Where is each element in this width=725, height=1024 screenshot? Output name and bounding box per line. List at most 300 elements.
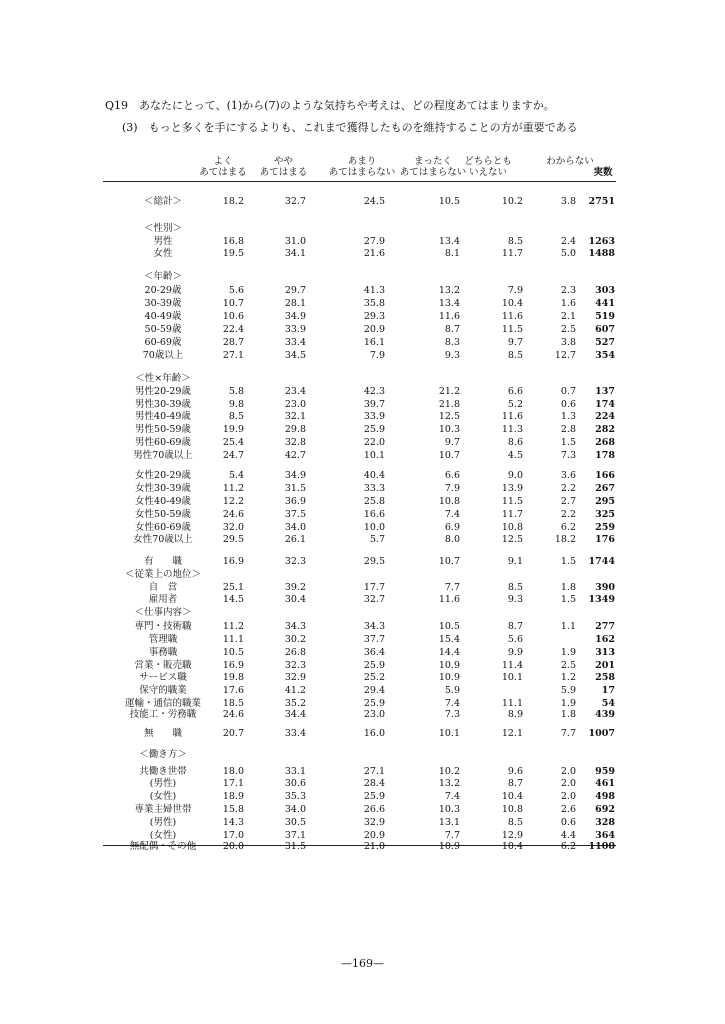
cell-count: 162	[595, 634, 615, 645]
cell-percent: 29.4	[363, 685, 385, 696]
row-label: 50-59歳	[144, 324, 182, 335]
cell-count: 1263	[588, 236, 615, 247]
table-row	[103, 449, 616, 462]
cell-percent: 41.2	[284, 685, 306, 696]
row-label: 保守的職業	[139, 685, 187, 696]
cell-percent: 20.9	[363, 830, 385, 841]
cell-percent: 24.6	[222, 509, 244, 520]
cell-count: 461	[595, 778, 615, 789]
cell-percent: 36.4	[363, 647, 385, 658]
cell-count: 224	[595, 411, 615, 422]
cell-count: 201	[595, 660, 615, 671]
cell-percent: 11.2	[222, 483, 244, 494]
table-row	[103, 385, 616, 398]
cell-percent: 34.0	[284, 522, 306, 533]
cell-percent: 33.9	[284, 324, 306, 335]
cell-percent: 19.5	[222, 248, 244, 259]
cell-percent: 41.3	[363, 285, 385, 296]
column-header-line2: あてはまらない	[399, 167, 467, 178]
row-label: 男性50-59歳	[135, 424, 191, 435]
table-row	[103, 790, 616, 803]
cell-percent: 2.0	[560, 766, 576, 777]
column-header-line1: まったく	[413, 156, 452, 167]
cell-percent: 12.9	[501, 830, 523, 841]
table-row	[103, 727, 616, 740]
row-label: 男性20-29歳	[135, 386, 191, 397]
cell-percent: 10.5	[438, 196, 460, 207]
table-row	[103, 593, 616, 606]
cell-percent: 20.7	[222, 728, 244, 739]
cell-percent: 2.7	[560, 496, 576, 507]
cell-percent: 9.1	[507, 556, 523, 567]
row-label: 営業・販売職	[134, 660, 192, 671]
column-header-line1: よく	[213, 156, 233, 167]
cell-percent: 26.8	[284, 647, 306, 658]
cell-percent: 27.1	[222, 350, 244, 361]
cell-percent: 42.3	[363, 386, 385, 397]
cell-count: 137	[595, 386, 615, 397]
cell-percent: 2.8	[560, 424, 576, 435]
cell-percent: 32.7	[284, 196, 306, 207]
row-label: ＜性別＞	[143, 223, 182, 234]
cell-count: 282	[595, 424, 615, 435]
cell-percent: 10.5	[222, 647, 244, 658]
cell-percent: 8.9	[507, 709, 523, 720]
cell-percent: 10.8	[438, 496, 460, 507]
table-row	[103, 195, 616, 208]
row-label: 女性	[153, 248, 173, 259]
row-label: ＜働き方＞	[139, 749, 187, 760]
row-label: 男性30-39歳	[135, 399, 191, 410]
cell-percent: 10.8	[501, 804, 523, 815]
cell-percent: 10.1	[363, 450, 385, 461]
cell-percent: 14.5	[222, 594, 244, 605]
cell-percent: 37.5	[284, 509, 306, 520]
cell-percent: 22.0	[363, 437, 385, 448]
table-row	[103, 633, 616, 646]
cell-percent: 7.3	[444, 709, 460, 720]
cell-percent: 34.9	[284, 311, 306, 322]
table-row	[103, 684, 616, 697]
cell-percent: 10.7	[438, 450, 460, 461]
cell-count: 441	[595, 298, 615, 309]
question-title: Q19 あなたにとって、(1)から(7)のような気持ちや考えは、どの程度あてはまりますか。	[105, 99, 555, 112]
cell-percent: 2.5	[560, 324, 576, 335]
cell-percent: 8.5	[507, 236, 523, 247]
cell-percent: 25.1	[222, 582, 244, 593]
cell-percent: 8.5	[228, 411, 244, 422]
cell-percent: 10.4	[501, 298, 523, 309]
cell-percent: 31.5	[284, 841, 306, 852]
cell-percent: 5.2	[507, 399, 523, 410]
row-label: 男性40-49歳	[135, 411, 191, 422]
cell-percent: 5.6	[507, 634, 523, 645]
cell-percent: 11.1	[501, 698, 523, 709]
row-label: 女性60-69歳	[135, 522, 191, 533]
cell-percent: 10.7	[438, 556, 460, 567]
cell-percent: 21.6	[363, 248, 385, 259]
cell-percent: 32.3	[284, 556, 306, 567]
table-row	[103, 423, 616, 436]
row-label: 男性60-69歳	[135, 437, 191, 448]
cell-percent: 34.4	[284, 709, 306, 720]
cell-percent: 17.6	[222, 685, 244, 696]
cell-percent: 13.2	[438, 778, 460, 789]
cell-percent: 2.2	[560, 509, 576, 520]
cell-percent: 15.4	[438, 634, 460, 645]
cell-count: 1007	[588, 728, 615, 739]
table-row	[103, 222, 616, 235]
column-header	[583, 156, 623, 178]
row-label: ＜性×年齢＞	[135, 373, 191, 384]
cell-percent: 11.7	[501, 248, 523, 259]
cell-percent: 22.4	[222, 324, 244, 335]
cell-percent: 25.4	[222, 437, 244, 448]
cell-percent: 0.6	[560, 817, 576, 828]
row-label: 有 職	[143, 556, 182, 567]
column-header-line2: あてはまらない	[328, 167, 396, 178]
table-row	[103, 410, 616, 423]
row-label: 雇用者	[148, 594, 178, 605]
cell-count: 390	[595, 582, 615, 593]
cell-count: 354	[595, 350, 615, 361]
table-row	[103, 247, 616, 260]
column-header-line2: あてはまる	[199, 167, 247, 178]
cell-count: 17	[601, 685, 615, 696]
cell-percent: 18.9	[222, 791, 244, 802]
cell-percent: 37.1	[284, 830, 306, 841]
row-label: 30-39歳	[144, 298, 182, 309]
cell-percent: 5.6	[228, 285, 244, 296]
cell-percent: 7.9	[444, 483, 460, 494]
cell-percent: 11.6	[438, 311, 460, 322]
table-row	[103, 508, 616, 521]
cell-percent: 27.9	[363, 236, 385, 247]
table-row	[103, 620, 616, 633]
column-header-line1	[583, 156, 623, 167]
page-number: —169—	[341, 957, 384, 970]
cell-percent: 4.4	[560, 830, 576, 841]
cell-percent: 23.4	[284, 386, 306, 397]
cell-percent: 1.2	[560, 672, 576, 683]
cell-percent: 15.8	[222, 804, 244, 815]
cell-percent: 42.7	[284, 450, 306, 461]
cell-percent: 16.6	[363, 509, 385, 520]
column-header-line1: やや	[273, 156, 293, 167]
cell-percent: 32.3	[284, 660, 306, 671]
cell-percent: 10.9	[438, 841, 460, 852]
cell-percent: 1.3	[560, 411, 576, 422]
cell-percent: 1.1	[560, 621, 576, 632]
cell-percent: 9.8	[228, 399, 244, 410]
row-label: 事務職	[148, 647, 178, 658]
cell-percent: 8.0	[444, 534, 460, 545]
cell-percent: 11.5	[501, 324, 523, 335]
cell-percent: 3.8	[560, 196, 576, 207]
cell-percent: 9.3	[444, 350, 460, 361]
cell-percent: 16.1	[363, 337, 385, 348]
cell-percent: 26.1	[284, 534, 306, 545]
row-label: 20-29歳	[144, 285, 182, 296]
cell-percent: 2.0	[560, 791, 576, 802]
column-header-line1: あまり	[347, 156, 377, 167]
row-label: (女性)	[149, 830, 177, 841]
row-label: 女性40-49歳	[135, 496, 191, 507]
cell-percent: 33.4	[284, 337, 306, 348]
row-label: 70歳以上	[142, 350, 184, 361]
cell-percent: 10.1	[438, 728, 460, 739]
cell-percent: 29.5	[222, 534, 244, 545]
row-label: ＜従業上の地位＞	[124, 569, 201, 580]
row-label: ＜総計＞	[143, 196, 182, 207]
cell-percent: 33.1	[284, 766, 306, 777]
cell-percent: 11.6	[501, 311, 523, 322]
cell-percent: 32.7	[363, 594, 385, 605]
cell-count: 328	[595, 817, 615, 828]
row-label: 自 営	[148, 582, 178, 593]
cell-percent: 2.6	[560, 804, 576, 815]
table-row	[103, 777, 616, 790]
table-row	[103, 606, 616, 619]
table-row	[103, 708, 616, 721]
cell-percent: 40.4	[363, 470, 385, 481]
cell-percent: 1.9	[560, 698, 576, 709]
cell-percent: 10.7	[222, 298, 244, 309]
cell-percent: 2.5	[560, 660, 576, 671]
cell-percent: 5.7	[369, 534, 385, 545]
cell-percent: 7.9	[507, 285, 523, 296]
cell-percent: 17.1	[222, 778, 244, 789]
cell-percent: 1.5	[560, 594, 576, 605]
table-row	[103, 840, 616, 853]
cell-percent: 10.4	[501, 791, 523, 802]
cell-percent: 25.2	[363, 672, 385, 683]
cell-percent: 6.6	[444, 470, 460, 481]
cell-percent: 16.0	[363, 728, 385, 739]
cell-percent: 12.1	[501, 728, 523, 739]
cell-percent: 32.9	[284, 672, 306, 683]
cell-percent: 30.6	[284, 778, 306, 789]
cell-count: 1744	[588, 556, 615, 567]
cell-count: 325	[595, 509, 615, 520]
cell-percent: 31.0	[284, 236, 306, 247]
cell-percent: 21.8	[438, 399, 460, 410]
cell-percent: 29.3	[363, 311, 385, 322]
cell-percent: 11.2	[222, 621, 244, 632]
cell-percent: 7.7	[444, 830, 460, 841]
cell-percent: 10.9	[438, 660, 460, 671]
cell-count: 178	[595, 450, 615, 461]
cell-count: 439	[595, 709, 615, 720]
table-row	[103, 372, 616, 385]
row-label: 専業主婦世帯	[134, 804, 192, 815]
cell-percent: 10.5	[438, 621, 460, 632]
cell-percent: 11.4	[501, 660, 523, 671]
cell-count: 268	[595, 437, 615, 448]
cell-percent: 25.9	[363, 424, 385, 435]
cell-count: 1488	[588, 248, 615, 259]
cell-percent: 30.5	[284, 817, 306, 828]
cell-percent: 32.0	[222, 522, 244, 533]
cell-count: 267	[595, 483, 615, 494]
cell-percent: 23.0	[363, 709, 385, 720]
cell-percent: 13.2	[438, 285, 460, 296]
row-label: 無配偶・その他	[129, 841, 197, 852]
cell-percent: 33.9	[363, 411, 385, 422]
cell-percent: 9.9	[507, 647, 523, 658]
cell-percent: 26.6	[363, 804, 385, 815]
table-row	[103, 297, 616, 310]
cell-percent: 12.5	[438, 411, 460, 422]
cell-percent: 33.3	[363, 483, 385, 494]
cell-percent: 19.8	[222, 672, 244, 683]
cell-percent: 13.1	[438, 817, 460, 828]
table-row	[103, 323, 616, 336]
cell-percent: 14.4	[438, 647, 460, 658]
table-row	[103, 671, 616, 684]
cell-percent: 9.7	[507, 337, 523, 348]
cell-count: 259	[595, 522, 615, 533]
cell-percent: 8.5	[507, 582, 523, 593]
cell-percent: 2.1	[560, 311, 576, 322]
cell-percent: 24.6	[222, 709, 244, 720]
row-label: ＜年齢＞	[143, 271, 182, 282]
cell-percent: 27.1	[363, 766, 385, 777]
table-row	[103, 533, 616, 546]
cell-percent: 28.7	[222, 337, 244, 348]
cell-percent: 39.7	[363, 399, 385, 410]
cell-percent: 8.1	[444, 248, 460, 259]
cell-percent: 19.9	[222, 424, 244, 435]
row-label: サービス職	[139, 672, 187, 683]
cell-percent: 34.3	[284, 621, 306, 632]
cell-percent: 13.4	[438, 236, 460, 247]
cell-count: 692	[595, 804, 615, 815]
row-label: 女性20-29歳	[135, 470, 191, 481]
table-row	[103, 336, 616, 349]
cell-percent: 28.4	[363, 778, 385, 789]
table-rule	[103, 181, 616, 182]
cell-percent: 32.9	[363, 817, 385, 828]
row-label: 女性50-59歳	[135, 509, 191, 520]
cell-percent: 6.2	[560, 522, 576, 533]
cell-percent: 32.8	[284, 437, 306, 448]
cell-percent: 8.7	[507, 621, 523, 632]
table-row	[103, 482, 616, 495]
cell-count: 519	[595, 311, 615, 322]
cell-percent: 34.0	[284, 804, 306, 815]
cell-percent: 8.3	[444, 337, 460, 348]
cell-percent: 11.1	[222, 634, 244, 645]
cell-percent: 6.6	[507, 386, 523, 397]
cell-count: 303	[595, 285, 615, 296]
cell-percent: 31.5	[284, 483, 306, 494]
row-label: 女性70歳以上	[133, 534, 193, 545]
cell-percent: 20.9	[363, 324, 385, 335]
cell-percent: 10.3	[438, 424, 460, 435]
cell-percent: 1.8	[560, 582, 576, 593]
cell-percent: 0.7	[560, 386, 576, 397]
cell-count: 166	[595, 470, 615, 481]
cell-percent: 24.7	[222, 450, 244, 461]
cell-percent: 10.9	[438, 672, 460, 683]
cell-percent: 2.3	[560, 285, 576, 296]
cell-percent: 9.6	[507, 766, 523, 777]
cell-percent: 7.4	[444, 509, 460, 520]
cell-percent: 6.2	[560, 841, 576, 852]
cell-percent: 8.7	[444, 324, 460, 335]
table-row	[103, 469, 616, 482]
column-header-line1: わからない	[546, 156, 594, 167]
cell-percent: 1.6	[560, 298, 576, 309]
cell-percent: 13.4	[438, 298, 460, 309]
row-label: 無 職	[143, 728, 182, 739]
cell-percent: 36.9	[284, 496, 306, 507]
cell-percent: 5.8	[228, 386, 244, 397]
column-header-line2: 実数	[593, 167, 613, 178]
cell-percent: 35.3	[284, 791, 306, 802]
cell-percent: 11.6	[501, 411, 523, 422]
cell-percent: 10.2	[501, 196, 523, 207]
column-header	[256, 156, 311, 178]
cell-percent: 10.6	[222, 311, 244, 322]
cell-percent: 35.8	[363, 298, 385, 309]
cell-percent: 17.7	[363, 582, 385, 593]
cell-percent: 33.4	[284, 728, 306, 739]
row-label: 女性30-39歳	[135, 483, 191, 494]
row-label: 共働き世帯	[139, 766, 187, 777]
cell-percent: 1.5	[560, 437, 576, 448]
table-row	[103, 803, 616, 816]
cell-percent: 1.9	[560, 647, 576, 658]
cell-count: 2751	[588, 196, 615, 207]
row-label: 男性	[153, 236, 173, 247]
table-row	[103, 748, 616, 761]
cell-percent: 16.9	[222, 660, 244, 671]
cell-percent: 32.1	[284, 411, 306, 422]
cell-percent: 5.9	[444, 685, 460, 696]
cell-percent: 12.2	[222, 496, 244, 507]
cell-percent: 9.7	[444, 437, 460, 448]
cell-percent: 23.0	[284, 399, 306, 410]
row-label: 管理職	[148, 634, 178, 645]
row-label: ＜仕事内容＞	[134, 607, 192, 618]
row-label: (男性)	[149, 778, 177, 789]
cell-percent: 2.4	[560, 236, 576, 247]
cell-percent: 5.9	[560, 685, 576, 696]
cell-percent: 12.7	[554, 350, 576, 361]
row-label: (女性)	[149, 791, 177, 802]
table-row	[103, 310, 616, 323]
cell-count: 295	[595, 496, 615, 507]
cell-percent: 7.4	[444, 791, 460, 802]
cell-percent: 21.0	[363, 841, 385, 852]
cell-count: 498	[595, 791, 615, 802]
cell-count: 54	[601, 698, 615, 709]
cell-count: 527	[595, 337, 615, 348]
cell-count: 1100	[588, 841, 615, 852]
cell-percent: 21.2	[438, 386, 460, 397]
cell-count: 313	[595, 647, 615, 658]
column-header	[198, 156, 248, 178]
cell-percent: 25.8	[363, 496, 385, 507]
cell-percent: 8.7	[507, 778, 523, 789]
cell-percent: 34.5	[284, 350, 306, 361]
cell-percent: 7.3	[560, 450, 576, 461]
cell-percent: 29.7	[284, 285, 306, 296]
row-label: 40-49歳	[144, 311, 182, 322]
cell-percent: 2.2	[560, 483, 576, 494]
